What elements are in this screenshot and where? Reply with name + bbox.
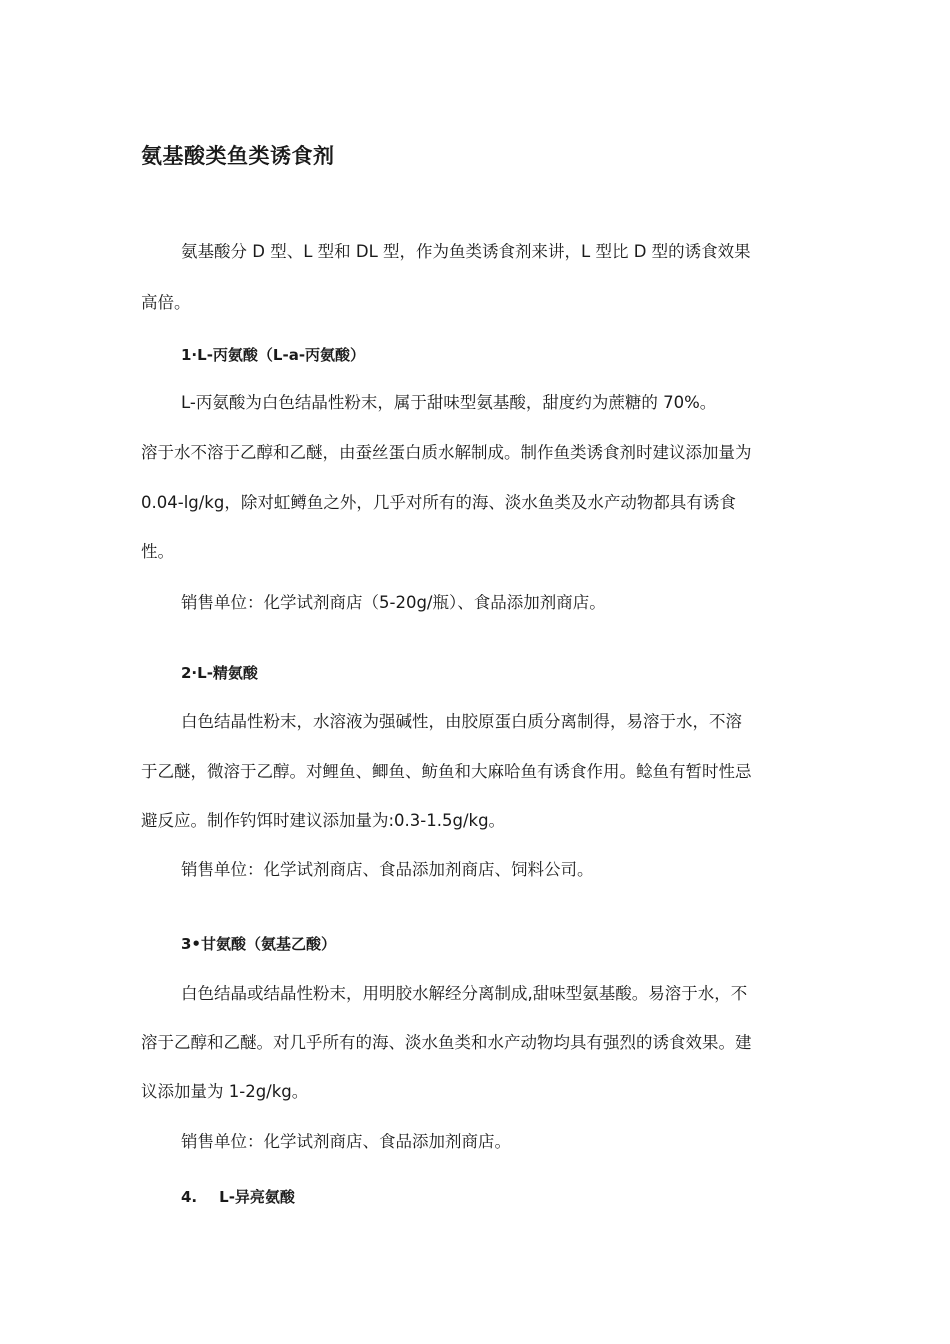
intro-line: 氨基酸分 D 型、L 型和 DL 型，作为鱼类诱食剂来讲，L 型比 D 型的诱食效果 — [181, 242, 751, 261]
paragraph-line: 议添加量为 1-2g/kg。 — [141, 1082, 309, 1101]
paragraph-line: 于乙醚，微溶于乙醇。对鲤鱼、鲫鱼、鲂鱼和大麻哈鱼有诱食作用。鲶鱼有暂时性忌 — [141, 762, 752, 781]
paragraph-line: 性。 — [141, 542, 174, 561]
paragraph-line: 白色结晶或结晶性粉末，用明胶水解经分离制成,甜味型氨基酸。易溶于水，不 — [181, 984, 748, 1003]
sales-line: 销售单位：化学试剂商店、食品添加剂商店、饲料公司。 — [181, 860, 594, 879]
section-heading: 1·L-丙氨酸（L-a-丙氨酸） — [181, 346, 366, 364]
sales-line: 销售单位：化学试剂商店（5-20g/瓶）、食品添加剂商店。 — [181, 593, 606, 612]
paragraph-line: 溶于乙醇和乙醚。对几乎所有的海、淡水鱼类和水产动物均具有强烈的诱食效果。建 — [141, 1033, 752, 1052]
intro-line: 高倍。 — [141, 293, 191, 312]
section-heading — [181, 1186, 295, 1208]
paragraph-line: 0.04-lg/kg，除对虹鳟鱼之外，几乎对所有的海、淡水鱼类及水产动物都具有诱食 — [141, 493, 736, 512]
paragraph-line: 避反应。制作钓饵时建议添加量为:0.3-1.5g/kg。 — [141, 811, 506, 830]
section-heading: 3•甘氨酸（氨基乙酸） — [181, 935, 337, 953]
section-heading-text: L-异亮氨酸 — [219, 1188, 295, 1206]
sales-line: 销售单位：化学试剂商店、食品添加剂商店。 — [181, 1132, 511, 1151]
section-number: 4. — [181, 1188, 198, 1206]
document-title: 氨基酸类鱼类诱食剂 — [141, 144, 335, 168]
paragraph-line: 白色结晶性粉末，水溶液为强碱性，由胶原蛋白质分离制得，易溶于水，不溶 — [181, 712, 742, 731]
section-heading: 2·L-精氨酸 — [181, 664, 258, 682]
paragraph-line: L-丙氨酸为白色结晶性粉末，属于甜味型氨基酸，甜度约为蔗糖的 70%。 — [181, 393, 717, 412]
paragraph-line: 溶于水不溶于乙醇和乙醚，由蚕丝蛋白质水解制成。制作鱼类诱食剂时建议添加量为 — [141, 443, 752, 462]
